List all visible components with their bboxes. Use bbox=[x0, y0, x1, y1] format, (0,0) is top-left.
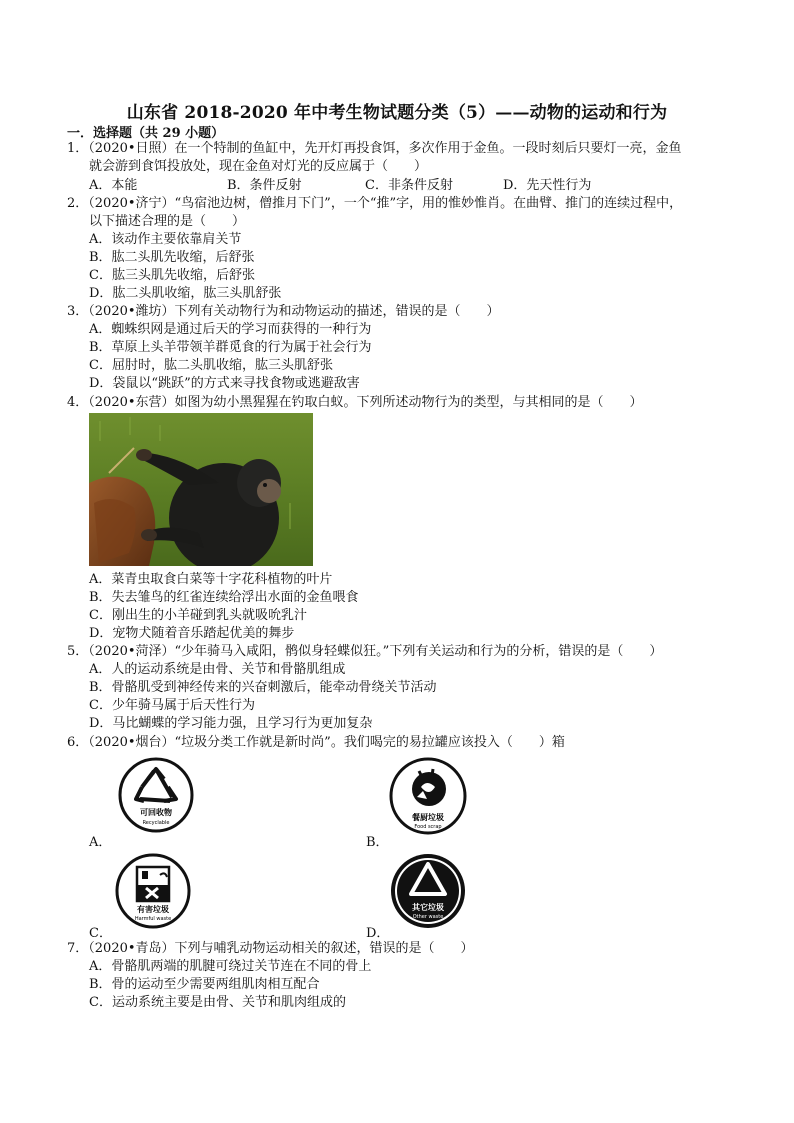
option-c: C．非条件反射 bbox=[365, 178, 453, 193]
chimpanzee-photo bbox=[89, 413, 313, 566]
option-b: B．条件反射 bbox=[227, 178, 302, 193]
option-c: C．运动系统主要是由骨、关节和肌肉组成的 bbox=[89, 995, 346, 1010]
option-b-label: B． bbox=[366, 835, 389, 850]
option-b: B．骨的运动至少需要两组肌肉相互配合 bbox=[89, 977, 320, 992]
option-a: A．骨骼肌两端的肌腱可绕过关节连在不同的骨上 bbox=[89, 959, 372, 974]
question-2-stem-cont: 以下描述合理的是（ ） bbox=[89, 214, 246, 229]
option-d-label: D． bbox=[366, 926, 390, 941]
other-waste-icon bbox=[389, 852, 467, 930]
question-2-stem: 2．（2020•济宁）“鸟宿池边树，僧推月下门”，一个“推”字，用的惟妙惟肖。在曲臂、推门的连续过程中， bbox=[67, 196, 683, 211]
food-scrap-icon bbox=[389, 757, 467, 835]
option-b: B．草原上头羊带领羊群觅食的行为属于社会行为 bbox=[89, 340, 372, 355]
question-5-stem: 5．（2020•菏泽）“少年骑马入咸阳，鹘似身轻蝶似狂。”下列有关运动和行为的分析，错误的是（ ） bbox=[67, 644, 663, 659]
question-3-stem: 3．（2020•潍坊）下列有关动物行为和动物运动的描述，错误的是（ ） bbox=[67, 304, 500, 319]
question-1-stem-cont: 就会游到食饵投放处，现在金鱼对灯光的反应属于（ ） bbox=[89, 159, 428, 174]
icon-a-en: Recyclable bbox=[142, 820, 170, 826]
option-c: C．屈肘时，肱二头肌收缩，肱三头肌舒张 bbox=[89, 358, 333, 373]
harmful-waste-icon bbox=[115, 853, 191, 929]
option-a: A．菜青虫取食白菜等十字花科植物的叶片 bbox=[89, 572, 333, 587]
option-c: C．肱三头肌先收缩，后舒张 bbox=[89, 268, 255, 283]
question-1-stem: 1．（2020•日照）在一个特制的鱼缸中，先开灯再投食饵，多次作用于金鱼。一段时刻后只要灯一亮，金鱼 bbox=[67, 141, 682, 156]
question-4-stem: 4．（2020•东营）如图为幼小黑猩猩在钓取白蚁。下列所述动物行为的类型，与其相同的是（ ） bbox=[67, 395, 643, 410]
recyclable-icon bbox=[118, 757, 194, 833]
option-a: A．人的运动系统是由骨、关节和骨骼肌组成 bbox=[89, 662, 346, 677]
icon-c-cn: 有害垃圾 bbox=[137, 905, 169, 914]
option-a: A．该动作主要依靠肩关节 bbox=[89, 232, 242, 247]
icon-c-en: Harmful waste bbox=[134, 916, 172, 922]
question-6-stem: 6．（2020•烟台）“垃圾分类工作就是新时尚”。我们喝完的易拉罐应该投入（ ）箱 bbox=[67, 735, 565, 750]
option-d: D．肱二头肌收缩，肱三头肌舒张 bbox=[89, 286, 282, 301]
option-d: D．马比蝴蝶的学习能力强，且学习行为更加复杂 bbox=[89, 716, 373, 731]
option-a-label: A． bbox=[89, 835, 112, 850]
option-d: D．袋鼠以“跳跃”的方式来寻找食物或逃避敌害 bbox=[89, 376, 360, 391]
question-1-options bbox=[89, 177, 709, 195]
option-d: D．先天性行为 bbox=[503, 178, 592, 193]
icon-a-cn: 可回收物 bbox=[140, 808, 172, 817]
option-c-label: C． bbox=[89, 926, 112, 941]
question-7-stem: 7．（2020•青岛）下列与哺乳动物运动相关的叙述，错误的是（ ） bbox=[67, 941, 474, 956]
option-c: C．少年骑马属于后天性行为 bbox=[89, 698, 255, 713]
icon-b-en: Food scrap bbox=[414, 824, 442, 830]
icon-b-cn: 餐厨垃圾 bbox=[412, 813, 444, 822]
option-d: D．宠物犬随着音乐踏起优美的舞步 bbox=[89, 626, 295, 641]
option-b: B．失去雏鸟的红雀连续给浮出水面的金鱼喂食 bbox=[89, 590, 359, 605]
option-b: B．骨骼肌受到神经传来的兴奋刺激后，能牵动骨绕关节活动 bbox=[89, 680, 437, 695]
section-heading: 一．选择题（共 29 小题） bbox=[67, 126, 225, 141]
option-c: C．刚出生的小羊碰到乳头就吸吮乳汁 bbox=[89, 608, 307, 623]
option-a: A．蜘蛛织网是通过后天的学习而获得的一种行为 bbox=[89, 322, 372, 337]
option-a: A．本能 bbox=[89, 178, 138, 193]
page-title: 山东省 2018-2020 年中考生物试题分类（5）——动物的运动和行为 bbox=[126, 103, 668, 123]
option-b: B．肱二头肌先收缩，后舒张 bbox=[89, 250, 255, 265]
icon-d-cn: 其它垃圾 bbox=[412, 903, 444, 912]
icon-d-en: Other waste bbox=[412, 914, 444, 920]
